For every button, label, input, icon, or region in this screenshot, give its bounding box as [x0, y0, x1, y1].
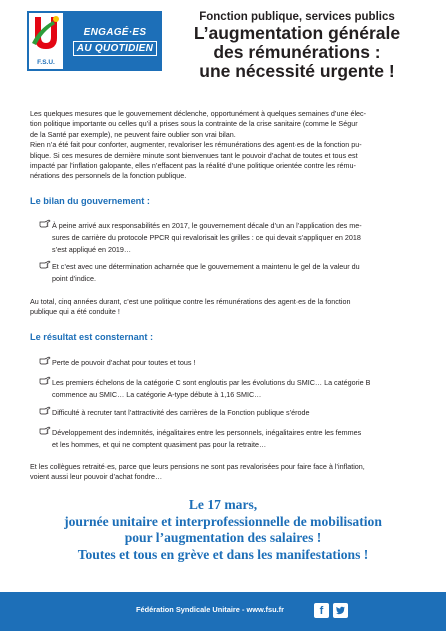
bullet-line: sures de carrière du protocole PPCR qui revalorisait les grilles : ce qui devait s’appliquer en 2018 — [52, 232, 361, 242]
fsu-emblem-icon — [29, 13, 63, 57]
cta-line: Toutes et tous en grève et dans les manifestations ! — [77, 546, 369, 562]
bullet-line: Perte de pouvoir d’achat pour toutes et tous ! — [52, 358, 196, 367]
section-title-resultat: Le résultat est consternant : — [30, 332, 154, 342]
cta-line: pour l’augmentation des salaires ! — [124, 530, 322, 545]
logo-emblem — [29, 13, 63, 69]
conclusion-line: publique qui a été conduite ! — [30, 307, 120, 317]
page-title — [162, 24, 432, 81]
twitter-bird-icon — [333, 603, 348, 618]
logo-tagline — [71, 26, 159, 56]
bilan-bullet — [52, 220, 414, 255]
conclusion-line: voient aussi leur pouvoir d’achat fondre… — [30, 472, 163, 482]
section-title-bilan: Le bilan du gouvernement : — [30, 196, 150, 206]
intro-line: nérations des personnels de la fonction publique. — [30, 171, 187, 181]
footer-text[interactable]: Fédération Syndicale Unitaire - www.fsu.fr — [136, 605, 284, 614]
pointing-hand-icon — [39, 260, 51, 270]
pointing-hand-icon — [39, 406, 51, 416]
bullet-line: Et c’est avec une détermination acharnée que le gouvernement a maintenu le gel de la valeur du — [52, 262, 360, 271]
bullet-line: commence au SMIC… La catégorie A-type débute à 1,16 SMIC… — [52, 389, 262, 399]
title-line: une nécessité urgente ! — [199, 61, 395, 81]
title-line: des rémunérations : — [213, 42, 381, 62]
logo-tagline-line1: ENGAGÉ·ES — [83, 27, 147, 38]
pointing-hand-icon — [39, 219, 51, 229]
conclusion-line: Et les collègues retraité·es, parce que leurs pensions ne sont pas revalorisées pour faire face à l’inflation, — [30, 462, 365, 471]
logo-tagline-line2: AU QUOTIDIEN — [73, 41, 157, 56]
logo-acronym: F.S.U. — [37, 59, 55, 66]
conclusion-line: Au total, cinq années durant, c’est une politique contre les rémunérations des agent·es de la fonction — [30, 297, 351, 306]
pointing-hand-icon — [39, 376, 51, 386]
bullet-line: À peine arrivé aux responsabilités en 2017, le gouvernement décale d’un an l’application des me- — [52, 221, 362, 230]
pointing-hand-icon — [39, 356, 51, 366]
facebook-icon[interactable]: f — [314, 603, 329, 618]
intro-line: tion politique importante ou celles qu’il a prises sous la contrainte de la crise sanitaire (comme le Ségur — [30, 119, 358, 129]
intro-line: impacté par l’inflation galopante, elles n’effacent pas la réalité d’une politique orientée contre les rému- — [30, 161, 356, 171]
bullet-line: Difficulté à recruter tant l’attractivité des carrières de la Fonction publique s’érode — [52, 408, 310, 417]
intro-paragraph — [30, 109, 416, 182]
bilan-bullet — [52, 261, 414, 285]
pointing-hand-icon — [39, 426, 51, 436]
resultat-conclusion — [30, 462, 416, 483]
intro-line: Les quelques mesures que le gouvernement déclenche, opportunément à quelques semaines d’une élec- — [30, 109, 367, 118]
bullet-line: s’est appliqué en 2019… — [52, 244, 132, 254]
header — [0, 0, 446, 100]
bilan-conclusion — [30, 297, 416, 318]
title-line: L’augmentation générale — [193, 23, 401, 43]
cta-line: journée unitaire et interprofessionnelle de mobilisation — [64, 513, 382, 529]
resultat-bullet — [52, 427, 414, 451]
fsu-logo — [27, 11, 162, 71]
bullet-line: Développement des indemnités, inégalitaires entre les personnels, inégalitaires entre les femmes — [52, 428, 362, 437]
intro-line: de la Santé par exemple), ne peuvent faire oublier son vrai bilan. — [30, 129, 236, 139]
intro-line: blique. Si ces mesures de dernière minute sont bienvenues tant le pouvoir d’achat de toutes et tous est — [30, 150, 358, 160]
intro-line: Rien n’a été fait pour conforter, augmenter, revaloriser les rémunérations des agent·es de la fonction pu- — [30, 140, 362, 150]
bullet-line: et les hommes, et qui ne comptent quasiment pas pour la retraite… — [52, 439, 267, 449]
cta-line: Le 17 mars, — [188, 497, 258, 512]
resultat-bullet — [52, 407, 414, 419]
resultat-bullet — [52, 377, 414, 401]
call-to-action — [18, 497, 428, 563]
bullet-line: point d’indice. — [52, 273, 96, 283]
bullet-line: Les premiers échelons de la catégorie C sont engloutis par les évolutions du SMIC… La catégorie B — [52, 378, 371, 387]
twitter-icon[interactable] — [333, 603, 348, 618]
kicker: Fonction publique, services publics — [199, 11, 395, 23]
resultat-bullet — [52, 357, 414, 369]
footer — [0, 592, 446, 631]
